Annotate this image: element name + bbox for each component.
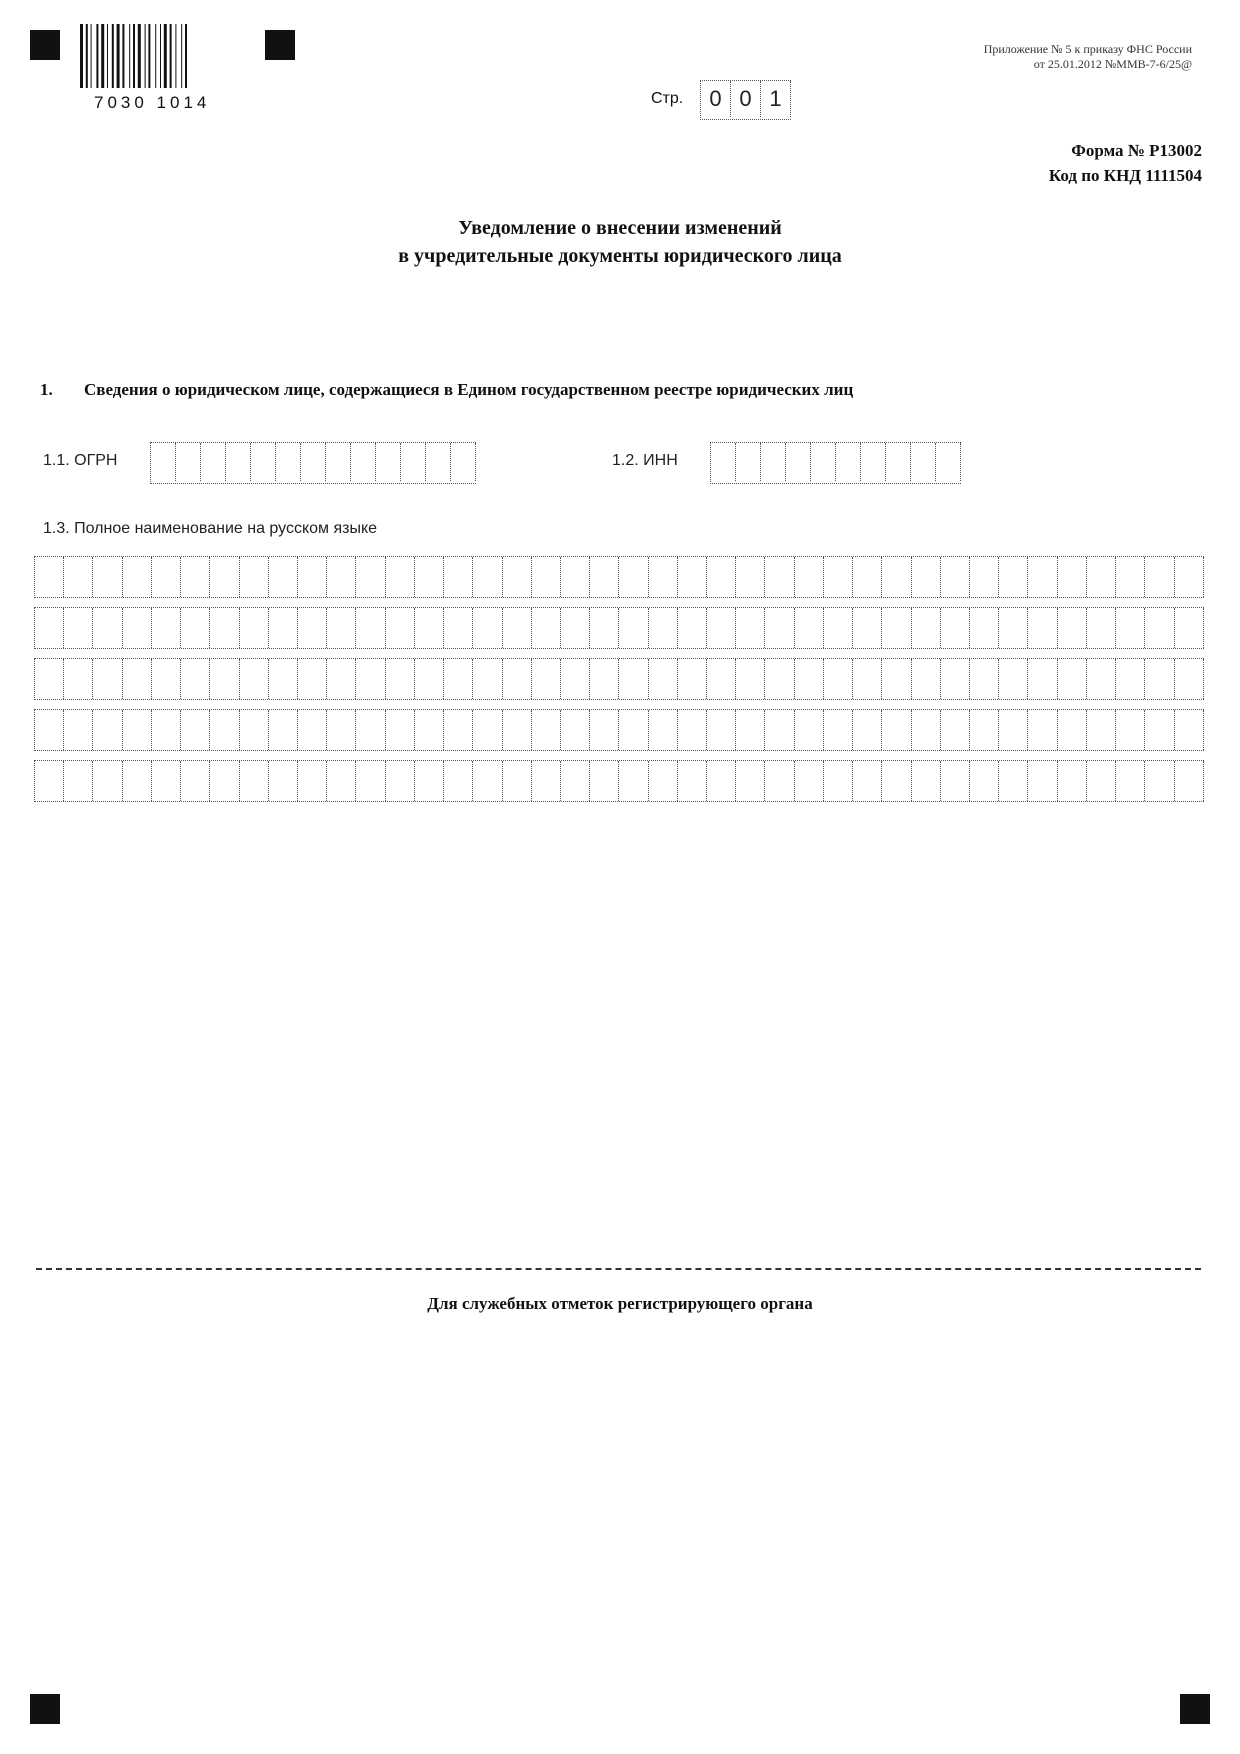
fullname-char-cell[interactable]	[444, 659, 473, 699]
fullname-char-cell[interactable]	[590, 659, 619, 699]
fullname-char-cell[interactable]	[444, 608, 473, 648]
inn-digit-cell[interactable]	[911, 443, 936, 481]
section-1-heading	[40, 380, 853, 400]
page-digit-cell: 0	[701, 81, 731, 117]
ogrn-digit-cell[interactable]	[451, 443, 476, 481]
fullname-char-cell[interactable]	[240, 710, 269, 750]
fullname-char-cell[interactable]	[736, 659, 765, 699]
fullname-char-cell[interactable]	[707, 761, 736, 801]
fullname-char-cell[interactable]	[941, 710, 970, 750]
corner-marker-bottom-right	[1180, 1694, 1210, 1724]
fullname-char-cell[interactable]	[853, 761, 882, 801]
fullname-char-cell[interactable]	[64, 710, 93, 750]
appendix-line-2: от 25.01.2012 №ММВ-7-6/25@	[1033, 57, 1192, 71]
fullname-char-cell[interactable]	[1028, 557, 1057, 597]
fullname-char-cell[interactable]	[1175, 761, 1204, 801]
fullname-char-cell[interactable]	[386, 761, 415, 801]
fullname-char-cell[interactable]	[415, 608, 444, 648]
fullname-char-cell[interactable]	[532, 608, 561, 648]
fullname-char-cell[interactable]	[970, 761, 999, 801]
fullname-char-cell[interactable]	[619, 710, 648, 750]
fullname-char-cell[interactable]	[473, 557, 502, 597]
fullname-char-cell[interactable]	[1058, 761, 1087, 801]
fullname-char-cell[interactable]	[970, 659, 999, 699]
fullname-char-cell[interactable]	[93, 557, 122, 597]
inn-input[interactable]	[710, 442, 961, 484]
fullname-char-cell[interactable]	[882, 761, 911, 801]
fullname-char-cell[interactable]	[298, 659, 327, 699]
fullname-char-cell[interactable]	[1087, 608, 1116, 648]
fullname-char-cell[interactable]	[1116, 608, 1145, 648]
fullname-char-cell[interactable]	[1145, 608, 1174, 648]
fullname-char-cell[interactable]	[853, 710, 882, 750]
fullname-char-cell[interactable]	[181, 557, 210, 597]
fullname-char-cell[interactable]	[123, 761, 152, 801]
ogrn-digit-cell[interactable]	[301, 443, 326, 481]
fullname-char-cell[interactable]	[327, 557, 356, 597]
fullname-char-cell[interactable]	[93, 710, 122, 750]
fullname-char-cell[interactable]	[824, 710, 853, 750]
fullname-char-cell[interactable]	[356, 557, 385, 597]
ogrn-digit-cell[interactable]	[326, 443, 351, 481]
fullname-char-cell[interactable]	[415, 710, 444, 750]
fullname-char-cell[interactable]	[1175, 557, 1204, 597]
fullname-char-cell[interactable]	[678, 761, 707, 801]
page-digit-cell: 1	[761, 81, 791, 117]
fullname-char-cell[interactable]	[649, 710, 678, 750]
fullname-char-cell[interactable]	[882, 710, 911, 750]
cut-line	[36, 1268, 1201, 1270]
fullname-char-cell[interactable]	[1028, 659, 1057, 699]
fullname-char-cell[interactable]	[1087, 710, 1116, 750]
fullname-char-cell[interactable]	[1175, 659, 1204, 699]
barcode-image	[80, 24, 242, 88]
fullname-char-cell[interactable]	[503, 557, 532, 597]
fullname-char-cell[interactable]	[415, 557, 444, 597]
fullname-char-cell[interactable]	[386, 710, 415, 750]
fullname-char-cell[interactable]	[590, 761, 619, 801]
fullname-char-cell[interactable]	[298, 761, 327, 801]
fullname-char-cell[interactable]	[269, 710, 298, 750]
fullname-char-cell[interactable]	[824, 659, 853, 699]
fullname-char-cell[interactable]	[1116, 710, 1145, 750]
fullname-char-cell[interactable]	[123, 608, 152, 648]
fullname-char-cell[interactable]	[795, 659, 824, 699]
fullname-char-cell[interactable]	[444, 761, 473, 801]
fullname-char-cell[interactable]	[795, 608, 824, 648]
fullname-row[interactable]	[34, 556, 1204, 598]
fullname-char-cell[interactable]	[1058, 710, 1087, 750]
inn-digit-cell[interactable]	[936, 443, 961, 481]
office-marks-title: Для служебных отметок регистрирующего органа	[427, 1294, 813, 1313]
fullname-char-cell[interactable]	[123, 557, 152, 597]
title-line-1: Уведомление о внесении изменений	[458, 217, 782, 239]
fullname-char-cell[interactable]	[678, 659, 707, 699]
title-line-2: в учредительные документы юридического лица	[398, 245, 842, 267]
fullname-char-cell[interactable]	[853, 608, 882, 648]
fullname-char-cell[interactable]	[795, 761, 824, 801]
fullname-char-cell[interactable]	[824, 557, 853, 597]
fullname-char-cell[interactable]	[181, 710, 210, 750]
fullname-char-cell[interactable]	[736, 761, 765, 801]
fullname-char-cell[interactable]	[298, 710, 327, 750]
fullname-char-cell[interactable]	[707, 608, 736, 648]
ogrn-digit-cell[interactable]	[251, 443, 276, 481]
fullname-char-cell[interactable]	[64, 557, 93, 597]
fullname-char-cell[interactable]	[181, 608, 210, 648]
fullname-char-cell[interactable]	[1058, 608, 1087, 648]
fullname-char-cell[interactable]	[1028, 761, 1057, 801]
fullname-row[interactable]	[34, 709, 1204, 751]
inn-digit-cell[interactable]	[836, 443, 861, 481]
fullname-row[interactable]	[34, 658, 1204, 700]
fullname-char-cell[interactable]	[298, 608, 327, 648]
inn-digit-cell[interactable]	[761, 443, 786, 481]
page-digit-cell: 0	[731, 81, 761, 117]
fullname-char-cell[interactable]	[707, 710, 736, 750]
fullname-char-cell[interactable]	[912, 557, 941, 597]
fullname-char-cell[interactable]	[1145, 761, 1174, 801]
fullname-char-cell[interactable]	[356, 608, 385, 648]
section-title: Сведения о юридическом лице, содержащиеся в Едином государственном реестре юридических лиц	[84, 380, 854, 399]
fullname-char-cell[interactable]	[941, 557, 970, 597]
knd-code: Код по КНД 1111504	[1048, 166, 1202, 185]
fullname-char-cell[interactable]	[999, 710, 1028, 750]
fullname-char-cell[interactable]	[765, 659, 794, 699]
barcode-number: 7030 1014	[94, 93, 211, 112]
fullname-char-cell[interactable]	[999, 659, 1028, 699]
inn-digit-cell[interactable]	[786, 443, 811, 481]
fullname-char-cell[interactable]	[210, 659, 239, 699]
fullname-char-cell[interactable]	[912, 761, 941, 801]
fullname-char-cell[interactable]	[503, 761, 532, 801]
fullname-char-cell[interactable]	[1087, 659, 1116, 699]
fullname-char-cell[interactable]	[619, 659, 648, 699]
ogrn-digit-cell[interactable]	[276, 443, 301, 481]
fullname-char-cell[interactable]	[473, 710, 502, 750]
fullname-row[interactable]	[34, 607, 1204, 649]
fullname-char-cell[interactable]	[35, 710, 64, 750]
fullname-char-cell[interactable]	[561, 761, 590, 801]
ogrn-input[interactable]	[150, 442, 476, 484]
fullname-char-cell[interactable]	[941, 608, 970, 648]
fullname-char-cell[interactable]	[152, 761, 181, 801]
fullname-char-cell[interactable]	[999, 761, 1028, 801]
fullname-char-cell[interactable]	[912, 659, 941, 699]
fullname-char-cell[interactable]	[941, 761, 970, 801]
fullname-char-cell[interactable]	[1145, 710, 1174, 750]
fullname-char-cell[interactable]	[590, 608, 619, 648]
fullname-input-grid[interactable]	[34, 556, 1204, 811]
fullname-char-cell[interactable]	[532, 710, 561, 750]
fullname-char-cell[interactable]	[327, 761, 356, 801]
fullname-char-cell[interactable]	[970, 608, 999, 648]
fullname-char-cell[interactable]	[882, 659, 911, 699]
fullname-char-cell[interactable]	[1175, 608, 1204, 648]
fullname-char-cell[interactable]	[707, 659, 736, 699]
ogrn-label: 1.1. ОГРН	[43, 452, 118, 469]
fullname-char-cell[interactable]	[64, 761, 93, 801]
fullname-char-cell[interactable]	[93, 659, 122, 699]
fullname-char-cell[interactable]	[882, 608, 911, 648]
fullname-char-cell[interactable]	[999, 608, 1028, 648]
fullname-char-cell[interactable]	[210, 608, 239, 648]
fullname-char-cell[interactable]	[561, 710, 590, 750]
fullname-char-cell[interactable]	[473, 761, 502, 801]
fullname-char-cell[interactable]	[386, 557, 415, 597]
fullname-char-cell[interactable]	[64, 608, 93, 648]
form-number: Форма № Р13002	[1071, 141, 1202, 160]
fullname-char-cell[interactable]	[1116, 761, 1145, 801]
fullname-char-cell[interactable]	[1145, 557, 1174, 597]
fullname-char-cell[interactable]	[999, 557, 1028, 597]
fullname-char-cell[interactable]	[356, 710, 385, 750]
inn-digit-cell[interactable]	[811, 443, 836, 481]
fullname-char-cell[interactable]	[415, 659, 444, 699]
fullname-char-cell[interactable]	[1087, 557, 1116, 597]
fullname-char-cell[interactable]	[649, 761, 678, 801]
fullname-char-cell[interactable]	[707, 557, 736, 597]
fullname-char-cell[interactable]	[736, 608, 765, 648]
fullname-char-cell[interactable]	[123, 659, 152, 699]
fullname-char-cell[interactable]	[269, 557, 298, 597]
fullname-char-cell[interactable]	[649, 608, 678, 648]
fullname-char-cell[interactable]	[64, 659, 93, 699]
inn-digit-cell[interactable]	[711, 443, 736, 481]
fullname-char-cell[interactable]	[1116, 557, 1145, 597]
fullname-char-cell[interactable]	[240, 761, 269, 801]
fullname-char-cell[interactable]	[941, 659, 970, 699]
fullname-char-cell[interactable]	[1028, 710, 1057, 750]
fullname-char-cell[interactable]	[35, 557, 64, 597]
fullname-label: 1.3. Полное наименование на русском языке	[43, 520, 378, 537]
fullname-char-cell[interactable]	[181, 761, 210, 801]
fullname-char-cell[interactable]	[152, 659, 181, 699]
form-identifier	[1049, 138, 1202, 188]
fullname-char-cell[interactable]	[619, 608, 648, 648]
fullname-char-cell[interactable]	[356, 659, 385, 699]
fullname-char-cell[interactable]	[210, 761, 239, 801]
fullname-char-cell[interactable]	[327, 710, 356, 750]
fullname-char-cell[interactable]	[181, 659, 210, 699]
ogrn-digit-cell[interactable]	[376, 443, 401, 481]
fullname-char-cell[interactable]	[882, 557, 911, 597]
fullname-char-cell[interactable]	[649, 557, 678, 597]
fullname-char-cell[interactable]	[970, 557, 999, 597]
fullname-char-cell[interactable]	[1058, 659, 1087, 699]
fullname-char-cell[interactable]	[503, 659, 532, 699]
fullname-char-cell[interactable]	[1058, 557, 1087, 597]
fullname-char-cell[interactable]	[152, 608, 181, 648]
appendix-line-1: Приложение № 5 к приказу ФНС России	[983, 42, 1192, 56]
fullname-char-cell[interactable]	[240, 557, 269, 597]
corner-marker-top-left	[30, 30, 60, 60]
fullname-char-cell[interactable]	[765, 608, 794, 648]
fullname-char-cell[interactable]	[327, 608, 356, 648]
fullname-char-cell[interactable]	[853, 659, 882, 699]
fullname-char-cell[interactable]	[824, 608, 853, 648]
fullname-char-cell[interactable]	[123, 710, 152, 750]
fullname-char-cell[interactable]	[473, 608, 502, 648]
fullname-char-cell[interactable]	[386, 608, 415, 648]
fullname-char-cell[interactable]	[473, 659, 502, 699]
fullname-char-cell[interactable]	[912, 710, 941, 750]
fullname-char-cell[interactable]	[356, 761, 385, 801]
fullname-char-cell[interactable]	[444, 557, 473, 597]
fullname-char-cell[interactable]	[649, 659, 678, 699]
fullname-char-cell[interactable]	[853, 557, 882, 597]
fullname-char-cell[interactable]	[240, 659, 269, 699]
fullname-char-cell[interactable]	[912, 608, 941, 648]
fullname-char-cell[interactable]	[503, 608, 532, 648]
fullname-char-cell[interactable]	[619, 761, 648, 801]
inn-digit-cell[interactable]	[886, 443, 911, 481]
fullname-char-cell[interactable]	[532, 761, 561, 801]
fullname-char-cell[interactable]	[765, 710, 794, 750]
ogrn-digit-cell[interactable]	[226, 443, 251, 481]
section-number: 1.	[40, 380, 53, 399]
page-number-cells	[700, 80, 791, 120]
fullname-char-cell[interactable]	[765, 761, 794, 801]
fullname-char-cell[interactable]	[736, 710, 765, 750]
fullname-char-cell[interactable]	[532, 557, 561, 597]
ogrn-digit-cell[interactable]	[401, 443, 426, 481]
fullname-char-cell[interactable]	[240, 608, 269, 648]
fullname-char-cell[interactable]	[1087, 761, 1116, 801]
fullname-char-cell[interactable]	[590, 710, 619, 750]
ogrn-digit-cell[interactable]	[176, 443, 201, 481]
fullname-char-cell[interactable]	[269, 761, 298, 801]
appendix-reference	[862, 42, 1192, 72]
fullname-char-cell[interactable]	[93, 761, 122, 801]
inn-label: 1.2. ИНН	[612, 452, 678, 469]
fullname-char-cell[interactable]	[736, 557, 765, 597]
fullname-char-cell[interactable]	[970, 710, 999, 750]
fullname-char-cell[interactable]	[532, 659, 561, 699]
ogrn-digit-cell[interactable]	[151, 443, 176, 481]
fullname-char-cell[interactable]	[327, 659, 356, 699]
fullname-char-cell[interactable]	[152, 710, 181, 750]
inn-digit-cell[interactable]	[861, 443, 886, 481]
fullname-char-cell[interactable]	[824, 761, 853, 801]
fullname-char-cell[interactable]	[269, 659, 298, 699]
fullname-char-cell[interactable]	[269, 608, 298, 648]
fullname-char-cell[interactable]	[1028, 608, 1057, 648]
fullname-row[interactable]	[34, 760, 1204, 802]
fullname-char-cell[interactable]	[35, 608, 64, 648]
ogrn-digit-cell[interactable]	[351, 443, 376, 481]
ogrn-digit-cell[interactable]	[426, 443, 451, 481]
fullname-char-cell[interactable]	[444, 710, 473, 750]
fullname-char-cell[interactable]	[561, 659, 590, 699]
fullname-char-cell[interactable]	[503, 710, 532, 750]
fullname-char-cell[interactable]	[590, 557, 619, 597]
fullname-char-cell[interactable]	[1116, 659, 1145, 699]
fullname-char-cell[interactable]	[765, 557, 794, 597]
fullname-char-cell[interactable]	[93, 608, 122, 648]
inn-digit-cell[interactable]	[736, 443, 761, 481]
fullname-char-cell[interactable]	[795, 710, 824, 750]
fullname-char-cell[interactable]	[35, 761, 64, 801]
page-label: Стр.	[651, 90, 684, 107]
fullname-char-cell[interactable]	[1175, 710, 1204, 750]
document-title	[200, 214, 1040, 270]
fullname-char-cell[interactable]	[619, 557, 648, 597]
ogrn-digit-cell[interactable]	[201, 443, 226, 481]
fullname-char-cell[interactable]	[415, 761, 444, 801]
fullname-char-cell[interactable]	[1145, 659, 1174, 699]
fullname-char-cell[interactable]	[561, 557, 590, 597]
fullname-char-cell[interactable]	[152, 557, 181, 597]
fullname-char-cell[interactable]	[795, 557, 824, 597]
fullname-char-cell[interactable]	[386, 659, 415, 699]
fullname-char-cell[interactable]	[678, 608, 707, 648]
corner-marker-bottom-left	[30, 1694, 60, 1724]
fullname-char-cell[interactable]	[210, 710, 239, 750]
fullname-char-cell[interactable]	[678, 557, 707, 597]
fullname-char-cell[interactable]	[678, 710, 707, 750]
fullname-char-cell[interactable]	[210, 557, 239, 597]
fullname-char-cell[interactable]	[561, 608, 590, 648]
fullname-char-cell[interactable]	[35, 659, 64, 699]
corner-marker-top-right	[265, 30, 295, 60]
fullname-char-cell[interactable]	[298, 557, 327, 597]
